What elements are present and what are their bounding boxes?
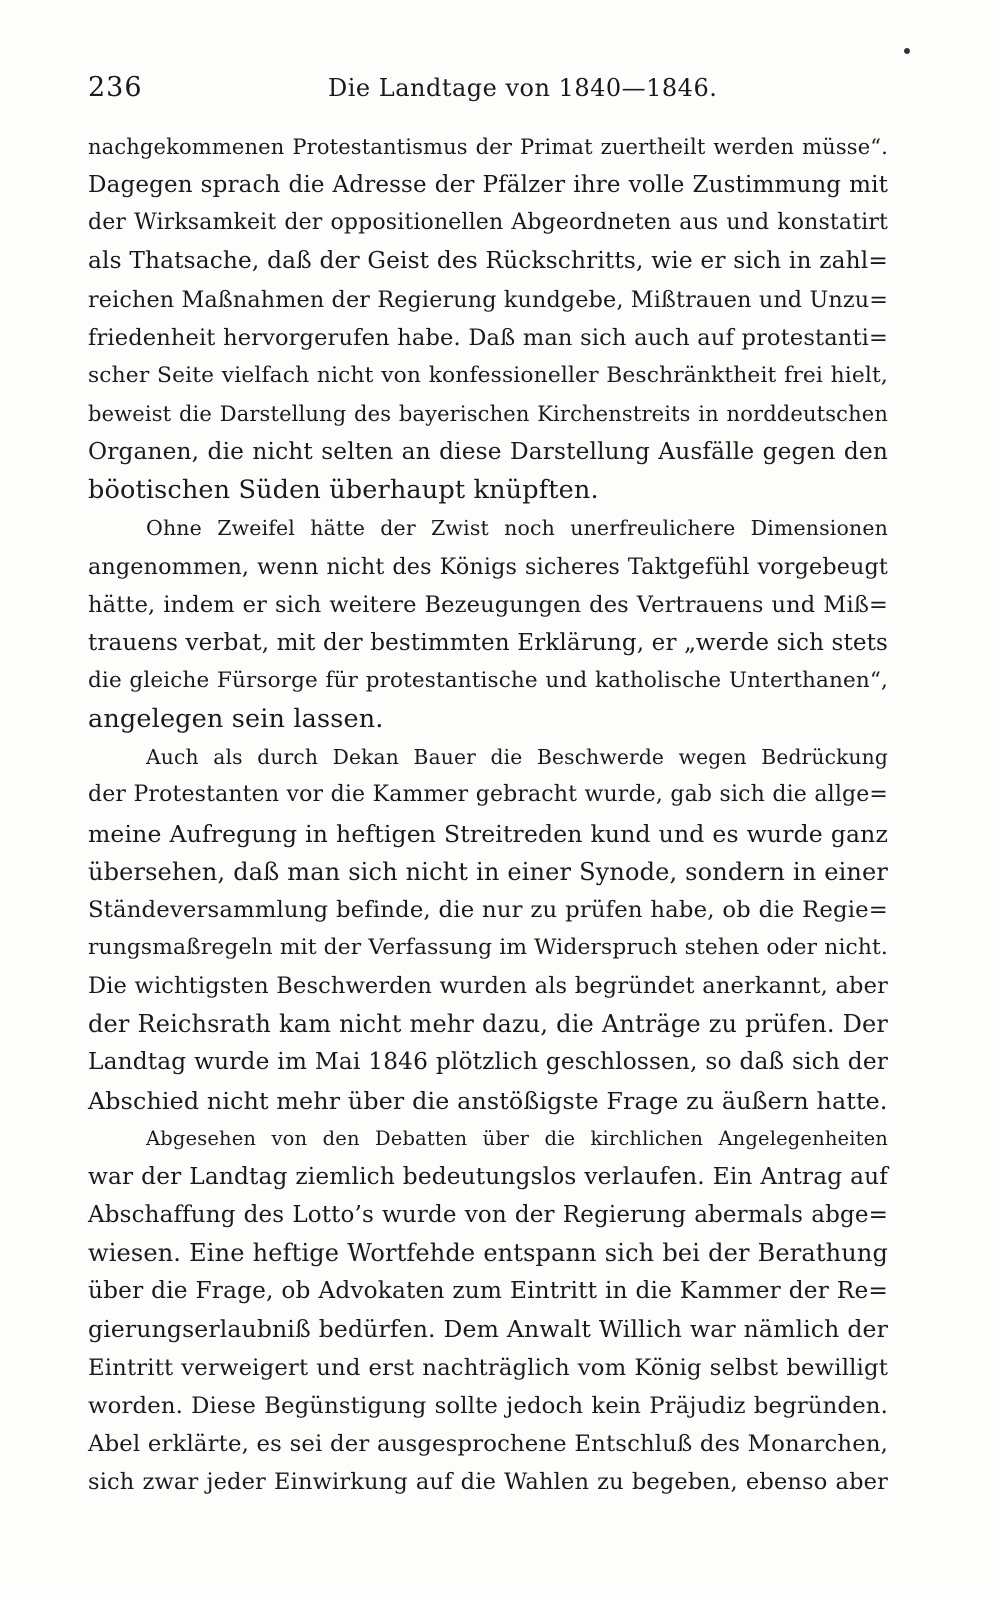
text-line: Landtag wurde im Mai 1846 plötzlich geschlossen, so daß sich der: [88, 1048, 888, 1076]
text-line: Organen, die nicht selten an diese Darstellung Ausfälle gegen den: [88, 438, 888, 466]
text-line: scher Seite vielfach nicht von konfessioneller Beschränktheit frei hielt,: [88, 362, 888, 388]
text-line: Abschaffung des Lotto’s wurde von der Regierung abermals abge=: [88, 1201, 888, 1228]
text-line: wiesen. Eine heftige Wortfehde entspann sich bei der Berathung: [88, 1239, 888, 1268]
text-line: gierungserlaubniß bedürfen. Dem Anwalt Willich war nämlich der: [88, 1315, 888, 1344]
text-line: trauens verbat, mit der bestimmten Erklärung, er „werde sich stets: [88, 629, 888, 656]
text-line: war der Landtag ziemlich bedeutungslos verlaufen. Ein Antrag auf: [88, 1162, 888, 1190]
text-line: nachgekommenen Protestantismus der Primat zuertheilt werden müsse“.: [88, 135, 888, 159]
text-line: reichen Maßnahmen der Regierung kundgebe, Mißtrauen und Unzu=: [88, 286, 888, 313]
paragraph-start-line: Ohne Zweifel hätte der Zwist noch unerfreulichere Dimensionen: [146, 516, 888, 541]
page-header: [88, 68, 888, 108]
body-text: [88, 128, 888, 1501]
text-line: Ständeversammlung befinde, die nur zu prüfen habe, ob die Regie=: [88, 896, 888, 923]
ink-speck: [904, 48, 910, 54]
text-line: Abel erklärte, es sei der ausgesprochene Entschluß des Monarchen,: [88, 1430, 888, 1457]
paragraph-end-line: angelegen sein lassen.: [88, 704, 384, 735]
text-line: Dagegen sprach die Adresse der Pfälzer ihre volle Zustimmung mit: [88, 172, 888, 199]
text-line: übersehen, daß man sich nicht in einer Synode, sondern in einer: [88, 857, 888, 886]
text-line: die gleiche Fürsorge für protestantische und katholische Unterthanen“,: [88, 667, 888, 693]
paragraph-start-line: Auch als durch Dekan Bauer die Beschwerde wegen Bedrückung: [146, 745, 888, 770]
text-line: Eintritt verweigert und erst nachträglich vom König selbst bewilligt: [88, 1354, 888, 1381]
text-line: als Thatsache, daß der Geist des Rückschritts, wie er sich in zahl=: [88, 247, 888, 275]
text-line: der Reichsrath kam nicht mehr dazu, die Anträge zu prüfen. Der: [88, 1010, 888, 1039]
text-line: Die wichtigsten Beschwerden wurden als begründet anerkannt, aber: [88, 973, 888, 1000]
text-line: über die Frage, ob Advokaten zum Eintritt in die Kammer der Re=: [88, 1277, 888, 1305]
text-line: worden. Diese Begünstigung sollte jedoch kein Präjudiz begründen.: [88, 1392, 888, 1419]
page-number: 236: [88, 72, 143, 103]
paragraph-start-line: Abgesehen von den Debatten über die kirchlichen Angelegenheiten: [146, 1126, 888, 1150]
running-head: Die Landtage von 1840—1846.: [328, 74, 718, 102]
text-line: meine Aufregung in heftigen Streitreden kund und es wurde ganz: [88, 819, 888, 848]
text-line: angenommen, wenn nicht des Königs sicheres Taktgefühl vorgebeugt: [88, 553, 888, 580]
text-line: der Protestanten vor die Kammer gebracht wurde, gab sich die allge=: [88, 782, 888, 808]
text-line: beweist die Darstellung des bayerischen Kirchenstreits in norddeutschen: [88, 401, 888, 426]
paragraph-end-line: böotischen Süden überhaupt knüpften.: [88, 475, 599, 506]
text-line: friedenheit hervorgerufen habe. Daß man sich auch auf protestanti=: [88, 324, 888, 351]
paragraph-end-line: Abschied nicht mehr über die anstößigste Frage zu äußern hatte.: [88, 1086, 888, 1115]
text-line: sich zwar jeder Einwirkung auf die Wahlen zu begeben, ebenso aber: [88, 1468, 888, 1495]
text-line: rungsmaßregeln mit der Verfassung im Widerspruch stehen oder nicht.: [88, 934, 888, 960]
text-line: der Wirksamkeit der oppositionellen Abgeordneten aus und konstatirt: [88, 210, 888, 236]
text-line: hätte, indem er sich weitere Bezeugungen des Vertrauens und Miß=: [88, 591, 888, 618]
